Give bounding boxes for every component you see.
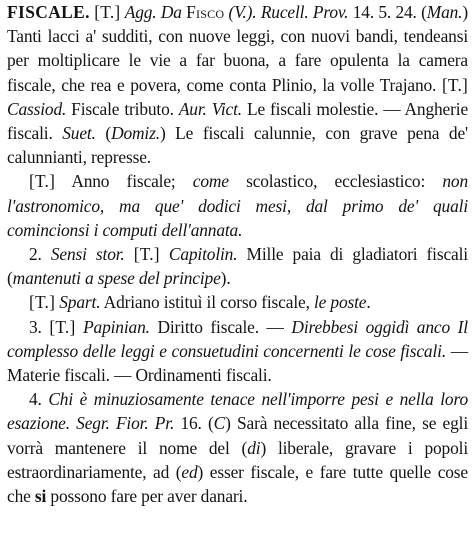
- citation-text: Diritto fiscale. —: [157, 316, 284, 337]
- citation-paren: ).: [220, 268, 231, 289]
- citation-source: Papinian.: [83, 316, 150, 337]
- citation-variant: di: [247, 437, 261, 458]
- tag-t: [T.]: [441, 74, 468, 95]
- headword: FISCALE.: [7, 2, 90, 22]
- etymology-da: Da: [160, 2, 182, 22]
- citation-source: Aur. Vict.: [178, 98, 243, 119]
- sense-number: 3.: [29, 316, 42, 337]
- sense-text: scolastico, ecclesiastico:: [246, 171, 426, 192]
- punctuation: .: [366, 292, 371, 313]
- citation-source: Suet.: [62, 123, 96, 144]
- citation-text: Fiscale tributo.: [71, 98, 174, 119]
- citation-text: ) Tanti lacci a' sudditi, con nuove leggi, con nuovi bandi, tendeansi per moltiplicare le vie a far buona, a fare opulenta la camera fiscale, che rea e povera, come conta Plinio, la volle Trajano.: [7, 2, 469, 95]
- citation-source: Cassiod.: [7, 98, 67, 119]
- tag-t: [T.]: [29, 171, 56, 192]
- citation-text: Adriano istituì il corso fiscale,: [103, 292, 310, 313]
- citation-text: ) esser fiscale, e fare tutte quelle cose che: [7, 461, 468, 507]
- entry-fiscale-sense-1: [7, 0, 468, 169]
- citation-emphasis: si: [34, 486, 47, 507]
- tag-t: [T.]: [94, 2, 121, 22]
- citation-ref: 14. 5. 24. (: [352, 2, 427, 22]
- citation-edition: Man.: [426, 2, 463, 22]
- entry-fiscale-sense-4: [7, 387, 468, 508]
- citation-text: possono fare per aver danari.: [50, 486, 248, 507]
- citation-paren: (: [105, 123, 112, 144]
- citation-source: Capitolin.: [168, 244, 238, 265]
- citation-text: ) Le fiscali calunnie, con grave pena de' calunnianti, represse.: [7, 123, 468, 168]
- sense-gloss: come: [192, 171, 229, 192]
- sense-number: 2.: [29, 244, 42, 265]
- sense-text: — Materie fiscali. — Ordinamenti fiscali.: [7, 340, 468, 386]
- sense-definition: Chi è minuziosamente tenace nell'imporre pesi e nella loro esazione.: [7, 389, 468, 434]
- citation-text: ) Sarà necessitato alla fine, se egli vorrà mantenere il nome del (: [7, 413, 469, 458]
- citation-work: Domiz.: [111, 123, 160, 144]
- sense-number: 4.: [29, 389, 42, 410]
- sense-definition: non l'astronomico, ma que' dodici mesi, dal primo de' quali comincionsi i computi dell'annata.: [7, 171, 468, 240]
- sense-label: Sensi stor.: [50, 244, 125, 265]
- entry-fiscale-sense-2b: [7, 290, 468, 314]
- entry-fiscale-sense-2: [7, 242, 468, 290]
- citation-gloss: mantenuti a spese del principe: [12, 268, 221, 289]
- tag-t: [T.]: [133, 244, 160, 265]
- citation-variant: ed: [181, 461, 198, 482]
- tag-t: [T.]: [49, 316, 76, 337]
- cross-ref-fisco: Fisco: [186, 2, 225, 22]
- citation-gloss: le poste: [313, 292, 367, 313]
- citation-ref: 16. (: [180, 413, 214, 434]
- citation-source: Rucell. Prov.: [260, 2, 349, 22]
- entry-fiscale-sense-3: [7, 315, 468, 388]
- citation-source: Segr. Fior. Pr.: [76, 413, 175, 434]
- citation-text: Le fiscali molestie. — Angherie fiscali.: [7, 98, 469, 144]
- sense-definition: Direbbesi oggidì anco Il complesso delle leggi e consuetudini concernenti le cose fiscali.: [7, 316, 468, 361]
- tag-t: [T.]: [29, 292, 56, 313]
- citation-text: Mille paia di gladiatori fiscali (: [7, 244, 468, 289]
- citation-source: Spart.: [59, 292, 101, 313]
- citation-text: ) liberale, gravare i popoli estraordinariamente, ad (: [7, 437, 468, 482]
- grammar-label: Agg.: [124, 2, 157, 22]
- entry-fiscale-sense-anno: [7, 169, 468, 242]
- sense-text: Anno fiscale;: [71, 171, 176, 192]
- cross-ref-v: (V.).: [228, 2, 257, 22]
- citation-edition: C: [213, 413, 226, 434]
